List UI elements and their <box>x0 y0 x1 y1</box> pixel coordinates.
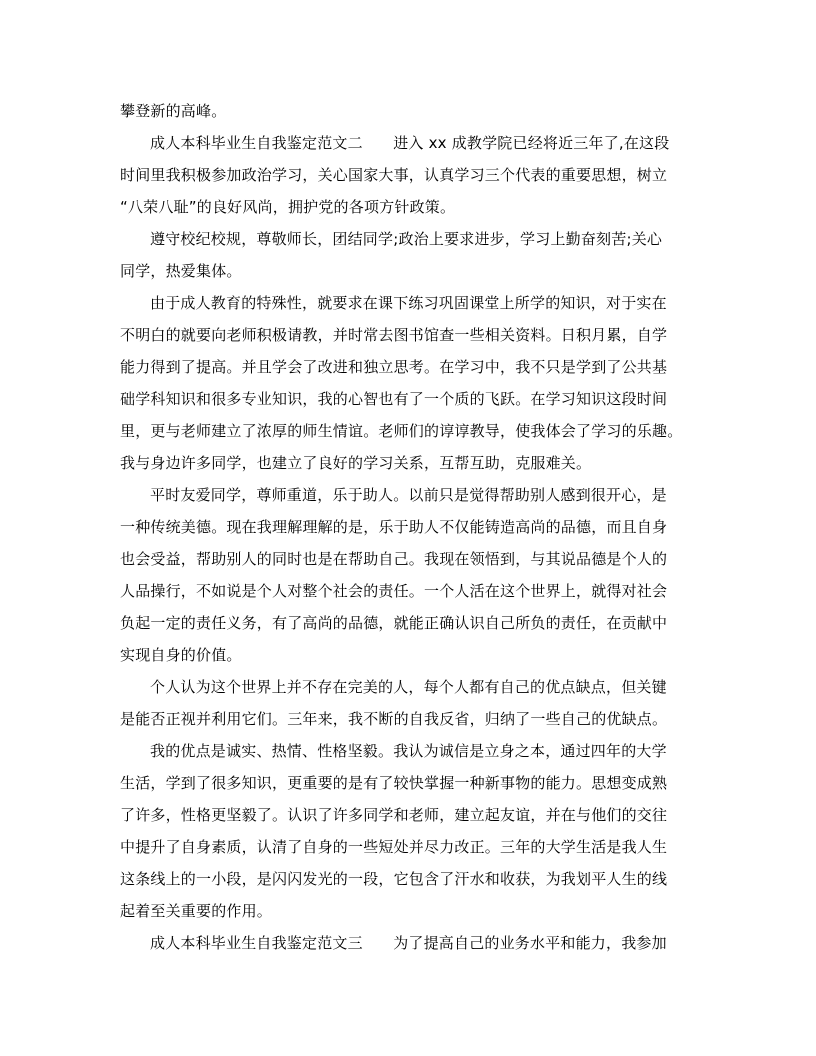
text-line: 负起一定的责任义务，有了高尚的品德，就能正确认识自己所负的责任，在贡献中 <box>120 614 668 632</box>
paragraph-start-line: 平时友爱同学，尊师重道，乐于助人。以前只是觉得帮助别人感到很开心，是 <box>150 486 667 504</box>
section-heading-line: 成人本科毕业生自我鉴定范文三 为了提高自己的业务水平和能力，我参加 <box>150 934 667 952</box>
text-line: 人品操行，不如说是个人对整个社会的责任。一个人活在这个世界上，就得对社会 <box>120 582 668 600</box>
text-line: 里，更与老师建立了浓厚的师生情谊。老师们的谆谆教导，使我体会了学习的乐趣。 <box>120 422 683 440</box>
text-line: 中提升了自身素质，认清了自身的一些短处并尽力改正。三年的大学生活是我人生 <box>120 838 668 856</box>
text-line: 不明白的就要向老师积极请教，并时常去图书馆查一些相关资料。日积月累，自学 <box>120 326 668 344</box>
text-line: 同学，热爱集体。 <box>120 262 242 280</box>
paragraph-start-line: 由于成人教育的特殊性，就要求在课下练习巩固课堂上所学的知识，对于实在 <box>150 294 667 312</box>
text-line: 是能否正视并利用它们。三年来，我不断的自我反省，归纳了一些自己的优缺点。 <box>120 710 668 728</box>
text-line: 了许多，性格更坚毅了。认识了许多同学和老师，建立起友谊，并在与他们的交往 <box>120 806 668 824</box>
paragraph-start-line: 遵守校纪校规，尊敬师长，团结同学;政治上要求进步，学习上勤奋刻苦;关心 <box>150 230 663 248</box>
text-line: 一种传统美德。现在我理解理解的是，乐于助人不仅能铸造高尚的品德，而且自身 <box>120 518 668 536</box>
text-line: 攀登新的高峰。 <box>120 102 227 120</box>
text-line: 这条线上的一小段，是闪闪发光的一段，它包含了汗水和收获，为我划平人生的线 <box>120 870 668 888</box>
text-line: 础学科知识和很多专业知识，我的心智也有了一个质的飞跃。在学习知识这段时间 <box>120 390 668 408</box>
paragraph-start-line: 我的优点是诚实、热情、性格坚毅。我认为诚信是立身之本，通过四年的大学 <box>150 742 667 760</box>
text-line: 能力得到了提高。并且学会了改进和独立思考。在学习中，我不只是学到了公共基 <box>120 358 668 376</box>
text-line: 起着至关重要的作用。 <box>120 902 273 920</box>
text-line: 也会受益，帮助别人的同时也是在帮助自己。我现在领悟到，与其说品德是个人的 <box>120 550 668 568</box>
text-line: 实现自身的价值。 <box>120 646 242 664</box>
section-heading-line: 成人本科毕业生自我鉴定范文二 进入 xx 成教学院已经将近三年了,在这段 <box>150 134 670 152</box>
text-line: 时间里我积极参加政治学习，关心国家大事，认真学习三个代表的重要思想，树立 <box>120 166 668 184</box>
text-line: “八荣八耻”的良好风尚，拥护党的各项方针政策。 <box>120 198 456 216</box>
text-line: 我与身边许多同学，也建立了良好的学习关系，互帮互助，克服难关。 <box>120 454 592 472</box>
text-line: 生活，学到了很多知识，更重要的是有了较快掌握一种新事物的能力。思想变成熟 <box>120 774 668 792</box>
paragraph-start-line: 个人认为这个世界上并不存在完美的人，每个人都有自己的优点缺点，但关键 <box>150 678 667 696</box>
